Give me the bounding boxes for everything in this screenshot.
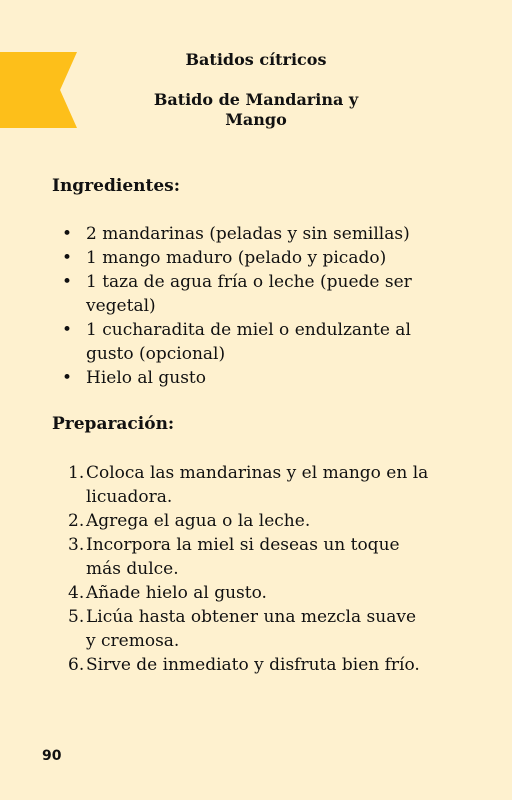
ingredient-list [62,222,422,390]
ingredient-item: • 1 taza de agua fría o leche (puede ser vegetal) [62,270,422,318]
step-text: Licúa hasta obtener una mezcla suave y cremosa. [86,607,417,651]
step-item [60,653,430,677]
step-item [60,581,430,605]
ingredient-item: • 2 mandarinas (peladas y sin semillas) [62,222,422,246]
step-list [60,461,430,677]
ingredient-item: • Hielo al gusto [62,366,422,390]
recipe-title: Batido de Mandarina y Mango [153,90,359,129]
chapter-title: Batidos cítricos [185,50,327,69]
page-number: 90 [42,748,62,764]
step-item [60,461,430,509]
step-text: Coloca las mandarinas y el mango en la licuadora. [86,463,429,507]
step-number: 1. [68,463,85,483]
step-item [60,509,430,533]
preparation-heading: Preparación: [52,414,175,434]
ingredient-item: • 1 mango maduro (pelado y picado) [62,246,422,270]
ingredients-heading: Ingredientes: [52,176,181,196]
step-item [60,605,430,653]
step-number: 4. [68,583,85,603]
step-number: 2. [68,511,85,531]
step-text: Incorpora la miel si deseas un toque más dulce. [86,535,400,579]
ingredient-item: • 1 cucharadita de miel o endulzante al gusto (opcional) [62,318,422,366]
step-text: Agrega el agua o la leche. [86,511,311,531]
step-number: 3. [68,535,85,555]
step-item [60,533,430,581]
step-text: Añade hielo al gusto. [86,583,267,603]
step-text: Sirve de inmediato y disfruta bien frío. [86,655,420,675]
step-number: 6. [68,655,85,675]
step-number: 5. [68,607,85,627]
